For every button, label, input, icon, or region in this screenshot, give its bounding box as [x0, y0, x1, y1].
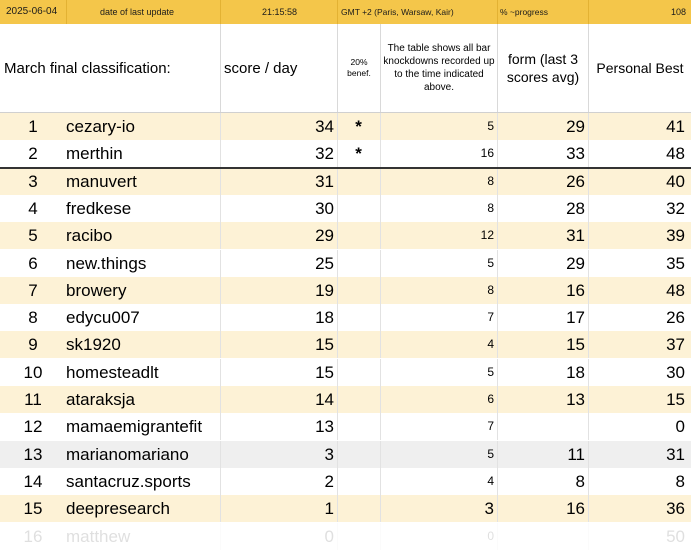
benef-cell: *: [355, 117, 362, 136]
benef-cell: [338, 495, 379, 522]
rank-cell: 3: [28, 171, 38, 191]
knockdowns-cell[interactable]: 5: [487, 364, 494, 379]
table-row[interactable]: [0, 495, 691, 522]
score-cell[interactable]: 2: [324, 471, 334, 491]
personal-best-cell[interactable]: 31: [666, 444, 685, 464]
benef-cell: [338, 304, 379, 331]
form-cell[interactable]: 8: [575, 471, 585, 491]
rank-cell: 8: [28, 308, 38, 328]
score-cell[interactable]: 3: [324, 444, 334, 464]
player-name-cell[interactable]: merthin: [66, 144, 123, 164]
rank-cell: 16: [23, 526, 43, 546]
form-cell[interactable]: 16: [566, 280, 585, 300]
table-row[interactable]: [0, 468, 691, 495]
player-name-cell[interactable]: marianomariano: [66, 444, 189, 464]
form-cell[interactable]: 29: [566, 117, 585, 136]
benef-cell: [338, 413, 379, 440]
form-cell[interactable]: 13: [566, 390, 585, 409]
player-name-cell[interactable]: racibo: [66, 226, 113, 246]
rank-cell: 10: [23, 362, 43, 382]
table-row[interactable]: [0, 168, 691, 195]
top2-divider: [0, 167, 691, 169]
timezone-label: GMT +2 (Paris, Warsaw, Kair): [341, 7, 454, 17]
knockdowns-cell[interactable]: 5: [487, 119, 494, 133]
player-name-cell[interactable]: browery: [66, 280, 127, 300]
table-row[interactable]: [0, 386, 691, 413]
score-cell[interactable]: 15: [315, 335, 334, 355]
personal-best-cell[interactable]: 48: [666, 280, 685, 300]
personal-best-cell[interactable]: 40: [666, 171, 685, 191]
form-cell[interactable]: 29: [566, 253, 585, 273]
personal-best-cell[interactable]: 8: [675, 471, 685, 491]
player-name-cell[interactable]: deepresearch: [66, 499, 170, 519]
knockdowns-cell[interactable]: 4: [487, 473, 494, 488]
score-cell[interactable]: 29: [315, 226, 334, 246]
benef-cell: *: [355, 144, 362, 164]
status-row: [0, 0, 691, 24]
personal-best-cell[interactable]: 30: [666, 362, 685, 382]
benef-cell: [338, 250, 379, 277]
knockdowns-cell[interactable]: 5: [487, 255, 494, 270]
knockdowns-cell[interactable]: 6: [487, 392, 494, 406]
form-cell[interactable]: 16: [566, 499, 585, 519]
knockdowns-cell[interactable]: 7: [487, 419, 494, 434]
benef-cell: [338, 195, 379, 222]
personal-best-cell[interactable]: 39: [666, 226, 685, 246]
classification-title: March final classification:: [4, 59, 171, 77]
form-cell[interactable]: 26: [566, 171, 585, 191]
benef-cell: [338, 331, 379, 358]
score-cell[interactable]: 34: [315, 117, 334, 136]
player-name-cell[interactable]: mamaemigrantefit: [66, 417, 203, 437]
table-row[interactable]: [0, 277, 691, 304]
table-row[interactable]: [0, 195, 691, 222]
rank-cell: 7: [28, 280, 38, 300]
form-cell[interactable]: 28: [566, 198, 585, 218]
progress-value[interactable]: 108: [670, 7, 686, 17]
score-cell[interactable]: 18: [315, 308, 334, 328]
player-name-cell[interactable]: cezary-io: [66, 117, 135, 136]
knockdowns-cell[interactable]: 8: [487, 173, 494, 188]
personal-best-cell[interactable]: 41: [666, 117, 685, 136]
rank-cell: 4: [28, 198, 38, 218]
knockdowns-cell[interactable]: 3: [484, 499, 494, 519]
player-name-cell[interactable]: edycu007: [66, 308, 140, 328]
rank-cell: 13: [23, 444, 43, 464]
benef-cell: [338, 386, 379, 413]
benef-cell: [338, 468, 379, 495]
update-date-cell[interactable]: 2025-06-04: [6, 6, 58, 17]
score-cell[interactable]: 15: [315, 362, 334, 382]
personal-best-cell[interactable]: 36: [666, 499, 685, 519]
form-cell[interactable]: 15: [566, 335, 585, 355]
benef-cell: [338, 277, 379, 304]
score-cell[interactable]: 19: [315, 280, 334, 300]
player-name-cell[interactable]: ataraksja: [66, 390, 135, 409]
form-cell[interactable]: 18: [566, 362, 585, 382]
score-cell[interactable]: 25: [315, 253, 334, 273]
header-row: [0, 24, 691, 113]
table-row[interactable]: [0, 331, 691, 358]
personal-best-cell[interactable]: 37: [666, 335, 685, 355]
benef-header: 20% benef.: [347, 57, 371, 78]
form-cell[interactable]: 11: [567, 444, 585, 464]
score-cell[interactable]: 14: [315, 390, 334, 409]
personal-best-cell[interactable]: 50: [666, 526, 685, 546]
knockdowns-cell[interactable]: 8: [487, 200, 494, 215]
knockdowns-cell[interactable]: 7: [487, 310, 494, 325]
benef-cell: [338, 222, 379, 249]
benef-cell: [338, 359, 379, 386]
table-row[interactable]: [0, 140, 691, 167]
table-row[interactable]: [0, 523, 691, 550]
form-cell[interactable]: [498, 523, 585, 550]
form-cell[interactable]: 31: [566, 226, 585, 246]
table-row[interactable]: [0, 304, 691, 331]
knockdowns-cell[interactable]: 4: [487, 337, 494, 352]
rank-cell: 14: [23, 471, 43, 491]
benef-cell: [338, 523, 379, 550]
player-name-cell[interactable]: sk1920: [66, 335, 121, 355]
rank-cell: 5: [28, 226, 38, 246]
personal-best-cell[interactable]: 48: [666, 144, 685, 164]
table-row[interactable]: [0, 441, 691, 468]
rank-cell: 1: [28, 117, 38, 136]
update-date-label: date of last update: [100, 7, 175, 17]
knockdowns-cell[interactable]: 0: [487, 528, 494, 543]
score-cell[interactable]: 32: [315, 144, 334, 164]
player-name-cell[interactable]: homesteadlt: [66, 362, 159, 382]
table-row[interactable]: [0, 113, 691, 140]
rank-cell: 2: [28, 144, 38, 164]
personal-best-cell[interactable]: 35: [666, 253, 685, 273]
update-time-cell[interactable]: 21:15:58: [262, 7, 298, 17]
benef-cell: [338, 168, 379, 195]
table-row[interactable]: [0, 413, 691, 440]
score-cell[interactable]: 31: [315, 171, 334, 191]
personal-best-cell[interactable]: 32: [666, 198, 685, 218]
table-row[interactable]: [0, 250, 691, 277]
personal-best-cell[interactable]: 0: [675, 417, 685, 437]
player-name-cell[interactable]: new.things: [66, 253, 147, 273]
score-cell[interactable]: 0: [324, 526, 334, 546]
form-cell[interactable]: 33: [566, 144, 585, 164]
player-name-cell[interactable]: santacruz.sports: [66, 471, 191, 491]
score-cell[interactable]: 30: [315, 198, 334, 218]
personal-best-cell[interactable]: 26: [666, 308, 685, 328]
rank-cell: 12: [23, 417, 43, 437]
knockdowns-cell[interactable]: 8: [487, 282, 494, 297]
personal-best-header: Personal Best: [596, 60, 684, 76]
form-cell[interactable]: 17: [566, 308, 585, 328]
table-row[interactable]: [0, 222, 691, 249]
player-name-cell[interactable]: manuvert: [66, 171, 137, 191]
player-name-cell[interactable]: matthew: [66, 526, 131, 546]
table-row[interactable]: [0, 359, 691, 386]
knockdowns-note: The table shows all bar knockdowns recorded up to the time indicated above.: [383, 43, 495, 93]
rank-cell: 9: [28, 335, 38, 355]
player-name-cell[interactable]: fredkese: [66, 198, 132, 218]
knockdowns-cell[interactable]: 5: [487, 446, 494, 461]
score-cell[interactable]: 1: [324, 499, 334, 519]
rank-cell: 11: [24, 390, 42, 409]
personal-best-cell[interactable]: 15: [666, 390, 685, 409]
knockdowns-cell[interactable]: 16: [480, 146, 494, 161]
score-cell[interactable]: 13: [315, 417, 334, 437]
rank-cell: 15: [23, 499, 43, 519]
knockdowns-cell[interactable]: 12: [480, 228, 494, 243]
form-cell[interactable]: [498, 413, 585, 440]
benef-cell: [338, 441, 379, 468]
rank-cell: 6: [28, 253, 38, 273]
score-day-header: score / day: [224, 59, 298, 77]
form-header: form (last 3 scores avg): [506, 51, 580, 85]
progress-label: % ~progress: [500, 7, 548, 17]
